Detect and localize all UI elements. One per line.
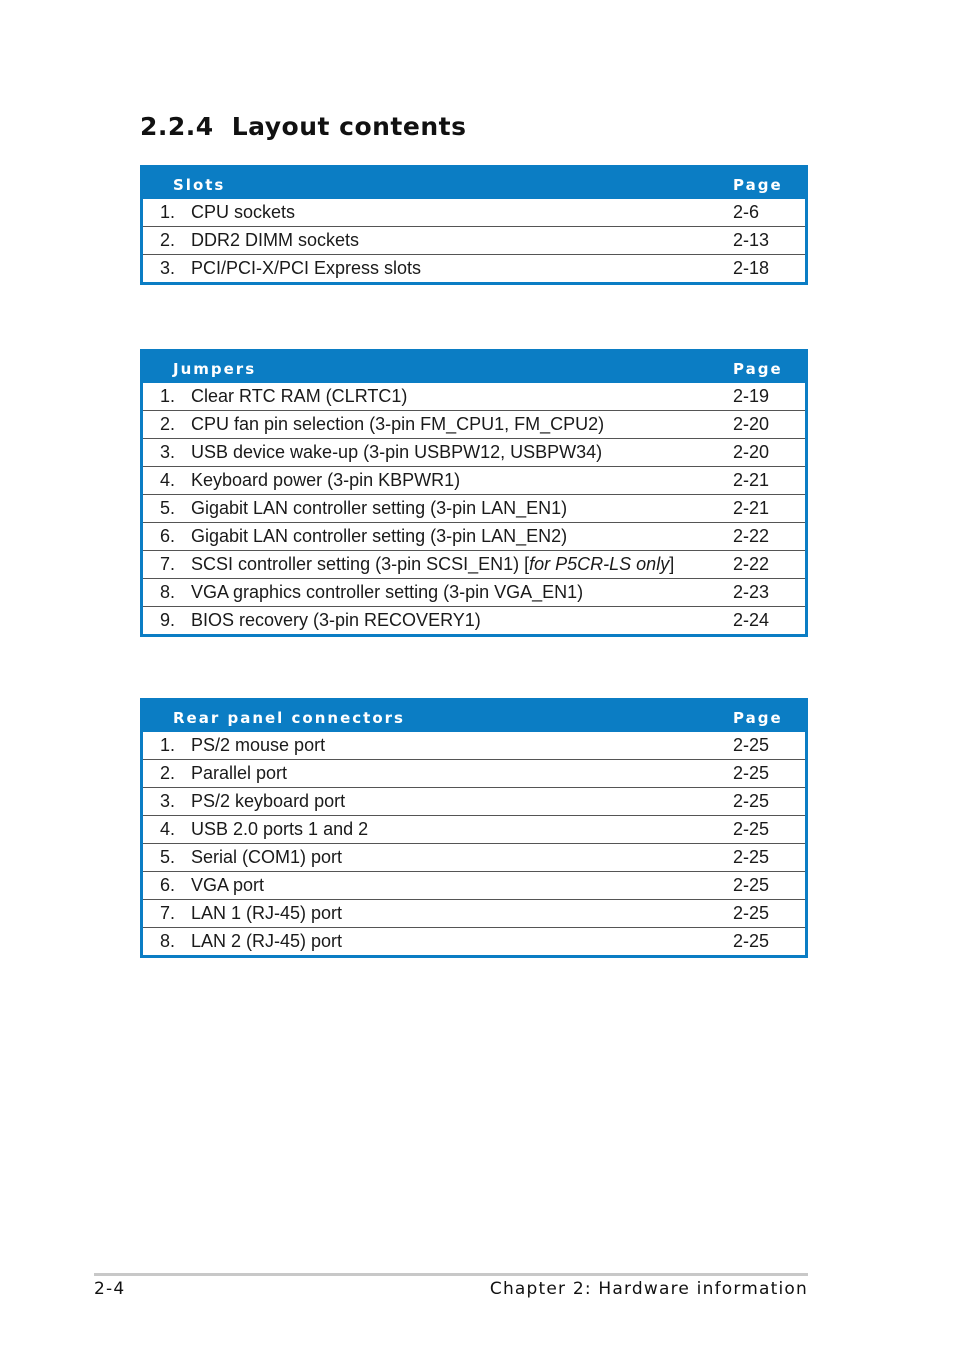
row-label-text: Parallel port [191, 763, 288, 783]
section-title-text: Layout contents [231, 112, 467, 141]
table-row [142, 467, 807, 495]
slots-header-label: Slots [142, 167, 734, 200]
row-page: 2-13 [733, 227, 807, 255]
row-page: 2-22 [733, 551, 807, 579]
row-label [142, 760, 734, 788]
table-row [142, 760, 807, 788]
table-row [142, 495, 807, 523]
row-number: 2. [159, 763, 175, 783]
table-row [142, 816, 807, 844]
table-row [142, 788, 807, 816]
row-label [142, 872, 734, 900]
row-label-text: VGA graphics controller setting (3-pin VGA_EN1) [191, 582, 584, 602]
table-row [142, 928, 807, 957]
row-number: 7. [159, 903, 175, 923]
row-label-text: USB 2.0 ports 1 and 2 [191, 819, 369, 839]
row-label-text: CPU sockets [191, 202, 296, 222]
rear-panel-table [140, 698, 808, 958]
row-page: 2-25 [733, 900, 807, 928]
row-number: 6. [159, 526, 175, 546]
row-page: 2-25 [733, 760, 807, 788]
row-label [142, 255, 734, 284]
row-page: 2-25 [733, 735, 770, 755]
section-title [140, 112, 466, 141]
row-number: 2. [159, 414, 175, 434]
row-page: 2-25 [733, 928, 807, 957]
row-number: 8. [159, 582, 175, 602]
row-label [142, 199, 734, 227]
row-page: 2-25 [733, 844, 807, 872]
row-number: 9. [159, 610, 175, 630]
slots-table [140, 165, 808, 285]
row-label-text: PS/2 mouse port [191, 735, 326, 755]
table-header-row [142, 167, 807, 200]
footer-rule [94, 1273, 808, 1276]
row-label-text: Clear RTC RAM (CLRTC1) [191, 386, 408, 406]
row-label [142, 732, 734, 760]
row-label-italic: for P5CR-LS only [529, 554, 670, 574]
table-row [142, 732, 807, 760]
row-label [142, 844, 734, 872]
table-row [142, 523, 807, 551]
row-page: 2-25 [733, 788, 807, 816]
row-number: 1. [159, 386, 175, 406]
row-label [142, 411, 734, 439]
table-row [142, 199, 807, 227]
row-label [142, 788, 734, 816]
row-label [142, 607, 734, 636]
row-label-text: USB device wake-up (3-pin USBPW12, USBPW34) [191, 442, 603, 462]
row-page: 2-19 [733, 386, 770, 406]
table-row [142, 439, 807, 467]
row-number: 3. [159, 442, 175, 462]
row-label-text: LAN 1 (RJ-45) port [191, 903, 343, 923]
jumpers-header-page: Page [733, 351, 807, 384]
row-number: 1. [159, 202, 175, 222]
row-label [142, 495, 734, 523]
table-row [142, 844, 807, 872]
slots-header-page: Page [733, 167, 807, 200]
row-number: 6. [159, 875, 175, 895]
row-page: 2-25 [733, 816, 807, 844]
row-label [142, 383, 734, 411]
row-label-text: PCI/PCI-X/PCI Express slots [191, 258, 422, 278]
table-row [142, 900, 807, 928]
row-label [142, 579, 734, 607]
row-number: 3. [159, 258, 175, 278]
section-number: 2.2.4 [140, 112, 214, 141]
row-label [142, 900, 734, 928]
row-label-text: DDR2 DIMM sockets [191, 230, 360, 250]
footer-chapter: Chapter 2: Hardware information [489, 1279, 808, 1299]
row-label-text: PS/2 keyboard port [191, 791, 346, 811]
row-page: 2-25 [733, 872, 807, 900]
row-label [142, 439, 734, 467]
table-row [142, 383, 807, 411]
row-label-text: Serial (COM1) port [191, 847, 343, 867]
row-number: 1. [159, 735, 175, 755]
row-label-text: CPU fan pin selection (3-pin FM_CPU1, FM_CPU2) [191, 414, 605, 434]
row-number: 4. [159, 470, 175, 490]
row-label-text: SCSI controller setting (3-pin SCSI_EN1) [ [191, 554, 530, 574]
row-page: 2-23 [733, 579, 807, 607]
table-header-row [142, 700, 807, 733]
row-number: 2. [159, 230, 175, 250]
row-label-text: Keyboard power (3-pin KBPWR1) [191, 470, 461, 490]
row-number: 5. [159, 847, 175, 867]
table-row [142, 255, 807, 284]
row-page: 2-20 [733, 439, 807, 467]
jumpers-header-label: Jumpers [142, 351, 734, 384]
row-label [142, 551, 734, 579]
row-number: 7. [159, 554, 175, 574]
row-page: 2-20 [733, 411, 807, 439]
row-page: 2-18 [733, 255, 807, 284]
row-label-end: ] [669, 554, 675, 574]
rear-header-page: Page [733, 700, 807, 733]
table-row [142, 872, 807, 900]
footer-page-number: 2-4 [94, 1279, 126, 1299]
row-label [142, 467, 734, 495]
row-number: 4. [159, 819, 175, 839]
table-row [142, 579, 807, 607]
row-page: 2-6 [733, 202, 760, 222]
row-label-text: BIOS recovery (3-pin RECOVERY1) [191, 610, 481, 630]
jumpers-table [140, 349, 808, 637]
table-header-row [142, 351, 807, 384]
row-label [142, 227, 734, 255]
table-row [142, 551, 807, 579]
row-page: 2-21 [733, 467, 807, 495]
table-row [142, 607, 807, 636]
row-page: 2-21 [733, 495, 807, 523]
table-row [142, 227, 807, 255]
rear-header-label: Rear panel connectors [142, 700, 734, 733]
row-page: 2-22 [733, 523, 807, 551]
row-label [142, 523, 734, 551]
row-label [142, 816, 734, 844]
row-label [142, 928, 734, 957]
row-number: 3. [159, 791, 175, 811]
row-number: 5. [159, 498, 175, 518]
row-label-text: LAN 2 (RJ-45) port [191, 931, 343, 951]
row-label-text: VGA port [191, 875, 265, 895]
row-page: 2-24 [733, 607, 807, 636]
row-label-text: Gigabit LAN controller setting (3-pin LAN_EN1) [191, 498, 568, 518]
table-row [142, 411, 807, 439]
row-label-text: Gigabit LAN controller setting (3-pin LAN_EN2) [191, 526, 568, 546]
row-number: 8. [159, 931, 175, 951]
